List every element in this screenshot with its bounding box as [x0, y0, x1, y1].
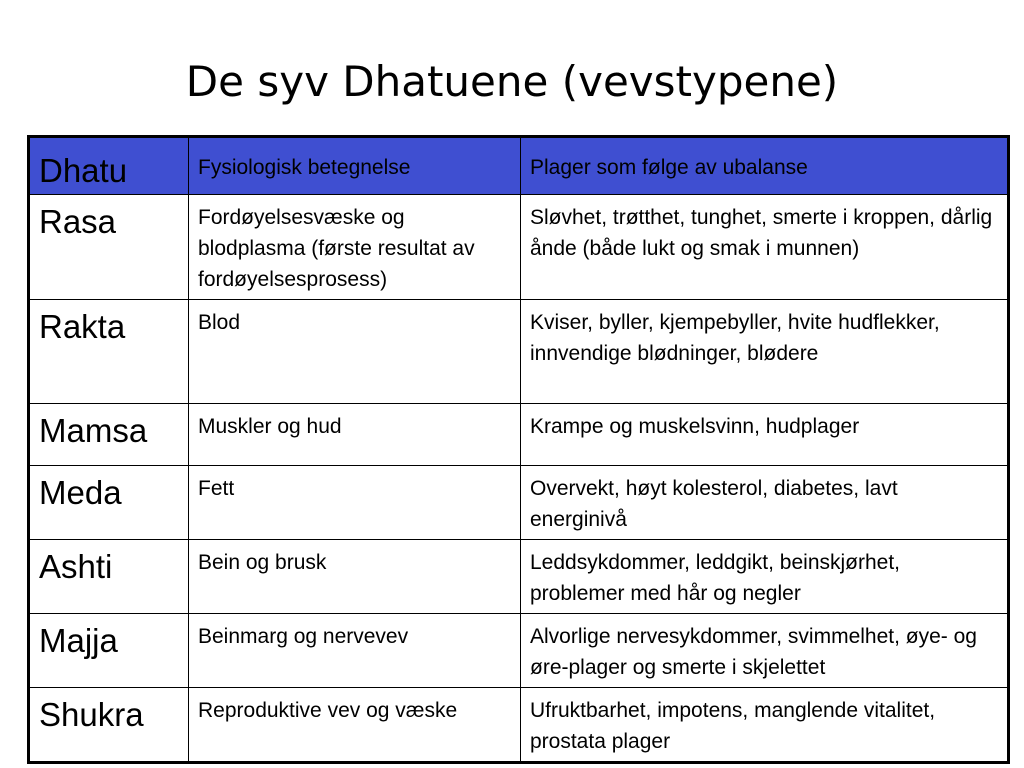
table-row [29, 300, 1009, 404]
ailments-cell: Sløvhet, trøtthet, tunghet, smerte i kroppen, dårlig ånde (både lukt og smak i munnen) [521, 195, 1009, 300]
ailments-cell: Ufruktbarhet, impotens, manglende vitalitet, prostata plager [521, 688, 1009, 763]
column-header-ailments: Plager som følge av ubalanse [521, 137, 1009, 195]
physiology-cell: Bein og brusk [189, 540, 521, 614]
column-header-physiology: Fysiologisk betegnelse [189, 137, 521, 195]
ailments-cell: Overvekt, høyt kolesterol, diabetes, lavt energinivå [521, 466, 1009, 540]
ailments-cell: Leddsykdommer, leddgikt, beinskjørhet, problemer med hår og negler [521, 540, 1009, 614]
dhatu-cell: Majja [29, 614, 189, 688]
dhatu-cell: Meda [29, 466, 189, 540]
dhatu-cell: Ashti [29, 540, 189, 614]
physiology-cell: Fordøyelsesvæske og blodplasma (første resultat av fordøyelsesprosess) [189, 195, 521, 300]
physiology-cell: Muskler og hud [189, 404, 521, 466]
table-row [29, 540, 1009, 614]
table-header-row [29, 137, 1009, 195]
table-row [29, 688, 1009, 763]
ailments-cell: Krampe og muskelsvinn, hudplager [521, 404, 1009, 466]
dhatu-table [27, 135, 1010, 764]
physiology-cell: Fett [189, 466, 521, 540]
table-row [29, 466, 1009, 540]
slide-title: De syv Dhatuene (vevstypene) [185, 57, 839, 106]
column-header-dhatu: Dhatu [29, 137, 189, 195]
ailments-cell: Alvorlige nervesykdommer, svimmelhet, øye- og øre-plager og smerte i skjelettet [521, 614, 1009, 688]
dhatu-cell: Rakta [29, 300, 189, 404]
table-row [29, 614, 1009, 688]
dhatu-cell: Mamsa [29, 404, 189, 466]
physiology-cell: Beinmarg og nervevev [189, 614, 521, 688]
dhatu-cell: Shukra [29, 688, 189, 763]
table-row [29, 195, 1009, 300]
physiology-cell: Reproduktive vev og væske [189, 688, 521, 763]
table-row [29, 404, 1009, 466]
physiology-cell: Blod [189, 300, 521, 404]
dhatu-cell: Rasa [29, 195, 189, 300]
ailments-cell: Kviser, byller, kjempebyller, hvite hudflekker, innvendige blødninger, blødere [521, 300, 1009, 404]
